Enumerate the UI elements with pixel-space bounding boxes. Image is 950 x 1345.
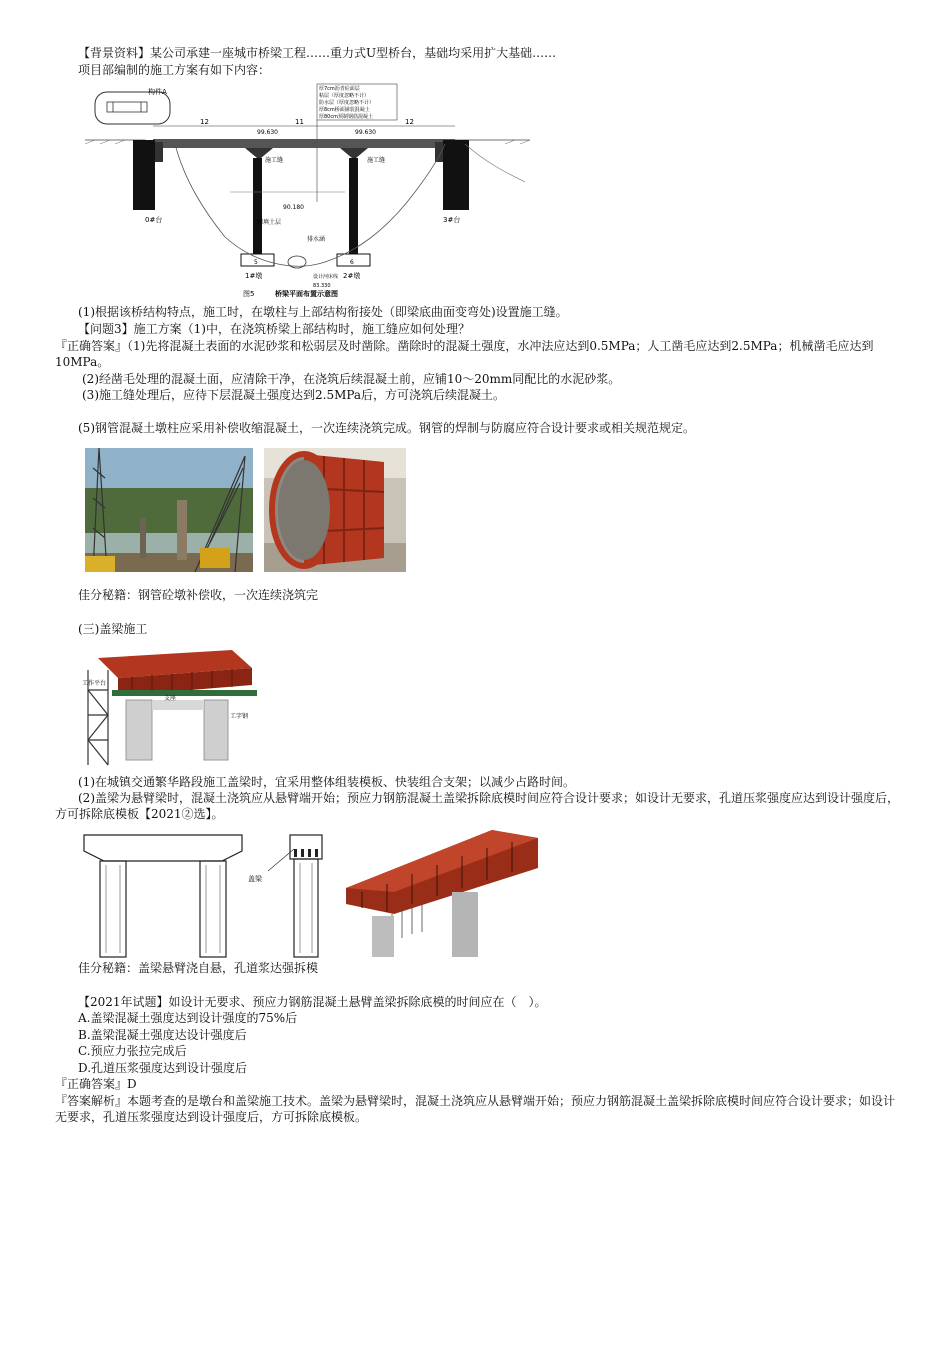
- steel-formwork-photo: [264, 448, 406, 572]
- svg-text:5: 5: [254, 259, 258, 266]
- svg-text:桥梁平面布置示意图: 桥梁平面布置示意图: [275, 290, 338, 298]
- option-a: A.盖梁混凝土强度达到设计强度的75%后: [78, 1011, 298, 1025]
- capbeam-construction-figure: [82, 640, 262, 768]
- svg-text:图5: 图5: [243, 290, 255, 298]
- option-c: C.预应力张拉完成后: [78, 1044, 187, 1058]
- item1-text: (1)根据该桥结构特点，施工时，在墩柱与上部结构衔接处（即梁底曲面变弯处)设置施工缝。: [78, 305, 568, 319]
- svg-text:0#台: 0#台: [145, 216, 163, 224]
- svg-text:排水涵: 排水涵: [307, 236, 326, 243]
- svg-text:工字钢: 工字钢: [230, 713, 249, 720]
- svg-text:12: 12: [405, 118, 414, 126]
- section3-item1: (1)在城镇交通繁华路段施工盖梁时，宜采用整体组装模板、快装组合支架；以减少占路时间。: [78, 775, 576, 789]
- answer-c-text: (3)施工缝处理后，应待下层混凝土强度达到2.5MPa后，方可浇筑后续混凝土。: [82, 388, 506, 402]
- tip-capbeam: 佳分秘籍：盖梁悬臂浇自悬，孔道浆达强拆模: [78, 961, 319, 975]
- svg-text:2#墩: 2#墩: [343, 272, 361, 280]
- cantilever-capbeam-diagram: [82, 825, 342, 960]
- section3-item2: (2)盖梁为悬臂梁时，混凝土浇筑应从悬臂端开始；预应力钢筋混凝土盖梁拆除底模时间应符合设计要求；如设计无要求，孔道压浆强度应达到设计强度后，方可拆除底模板【2021②选】。: [55, 791, 900, 821]
- svg-text:6: 6: [350, 259, 354, 266]
- item5-text: (5)钢管混凝土墩柱应采用补偿收缩混凝土，一次连续浇筑完成。钢管的焊制与防腐应符合设计要求或相关规范规定。: [78, 421, 696, 435]
- answer-a-text: 『正确答案』（1)先将混凝土表面的水泥砂浆和松弱层及时凿除。凿除时的混凝土强度，水冲法应达到0.5MPa；人工凿毛应达到2.5MPa；机械凿毛应达到10MPa。: [55, 339, 874, 369]
- svg-text:设计河床线: 设计河床线: [313, 274, 339, 280]
- option-d: D.孔道压浆强度达到设计强度后: [78, 1061, 248, 1075]
- svg-text:盖梁: 盖梁: [248, 875, 262, 883]
- bridge-layout-figure: [85, 82, 530, 300]
- svg-text:施工缝: 施工缝: [367, 157, 386, 164]
- answer-b-text: (2)经凿毛处理的混凝土面，应清除干净，在浇筑后续混凝土前，应铺10～20mm同配比的水泥砂浆。: [82, 372, 621, 386]
- svg-text:厚8cm桥面铺装混凝土: 厚8cm桥面铺装混凝土: [319, 107, 370, 113]
- svg-text:厚7cm沥青砼面层: 厚7cm沥青砼面层: [319, 86, 360, 92]
- svg-text:施工缝: 施工缝: [265, 157, 284, 164]
- svg-text:83.330: 83.330: [313, 283, 331, 289]
- steel-pier-site-photo: [85, 448, 253, 572]
- svg-text:支座: 支座: [164, 695, 177, 702]
- svg-text:3#台: 3#台: [443, 216, 461, 224]
- correct-answer: 『正确答案』D: [55, 1077, 137, 1091]
- detail-label: 构件A: [148, 88, 167, 96]
- option-b: B.盖梁混凝土强度达设计强度后: [78, 1028, 247, 1042]
- answer-analysis: 『答案解析』本题考查的是墩台和盖梁施工技术。盖梁为悬臂梁时，混凝土浇筑应从悬臂端开始；预应力钢筋混凝土盖梁拆除底模时间应符合设计要求；如设计无要求，孔道压浆强度达到设计强度后，方可拆除底模板。: [55, 1094, 896, 1124]
- svg-text:99.630: 99.630: [257, 129, 278, 136]
- question-2021-stem: 【2021年试题】如设计无要求、预应力钢筋混凝土悬臂盖梁拆除底模的时间应在（ ）。: [78, 995, 547, 1009]
- question3-text: 【问题3】施工方案（1)中，在浇筑桥梁上部结构时，施工缝应如何处理？: [78, 322, 470, 336]
- svg-text:回填土层: 回填土层: [257, 219, 282, 226]
- tip-steel-pier: 佳分秘籍：钢管砼墩补偿收，一次连续浇筑完: [78, 588, 319, 602]
- svg-text:工作平台: 工作平台: [82, 680, 107, 687]
- intro-text: 项目部编制的施工方案有如下内容：: [78, 63, 271, 77]
- svg-text:粘层（厚度忽略不计）: 粘层（厚度忽略不计）: [319, 93, 370, 99]
- capbeam-formwork-photo: [342, 822, 540, 957]
- background-text: 【背景资料】某公司承建一座城市桥梁工程……重力式U型桥台，基础均采用扩大基础……: [78, 46, 557, 60]
- svg-text:1#墩: 1#墩: [245, 272, 263, 280]
- svg-text:11: 11: [295, 118, 304, 126]
- svg-text:12: 12: [200, 118, 209, 126]
- svg-text:厚80cm预制钢筋混凝土: 厚80cm预制钢筋混凝土: [319, 114, 373, 120]
- svg-text:90.180: 90.180: [283, 204, 304, 211]
- section3-title: (三)盖梁施工: [78, 622, 148, 636]
- svg-text:99.630: 99.630: [355, 129, 376, 136]
- svg-text:防水层（厚度忽略不计）: 防水层（厚度忽略不计）: [319, 100, 375, 106]
